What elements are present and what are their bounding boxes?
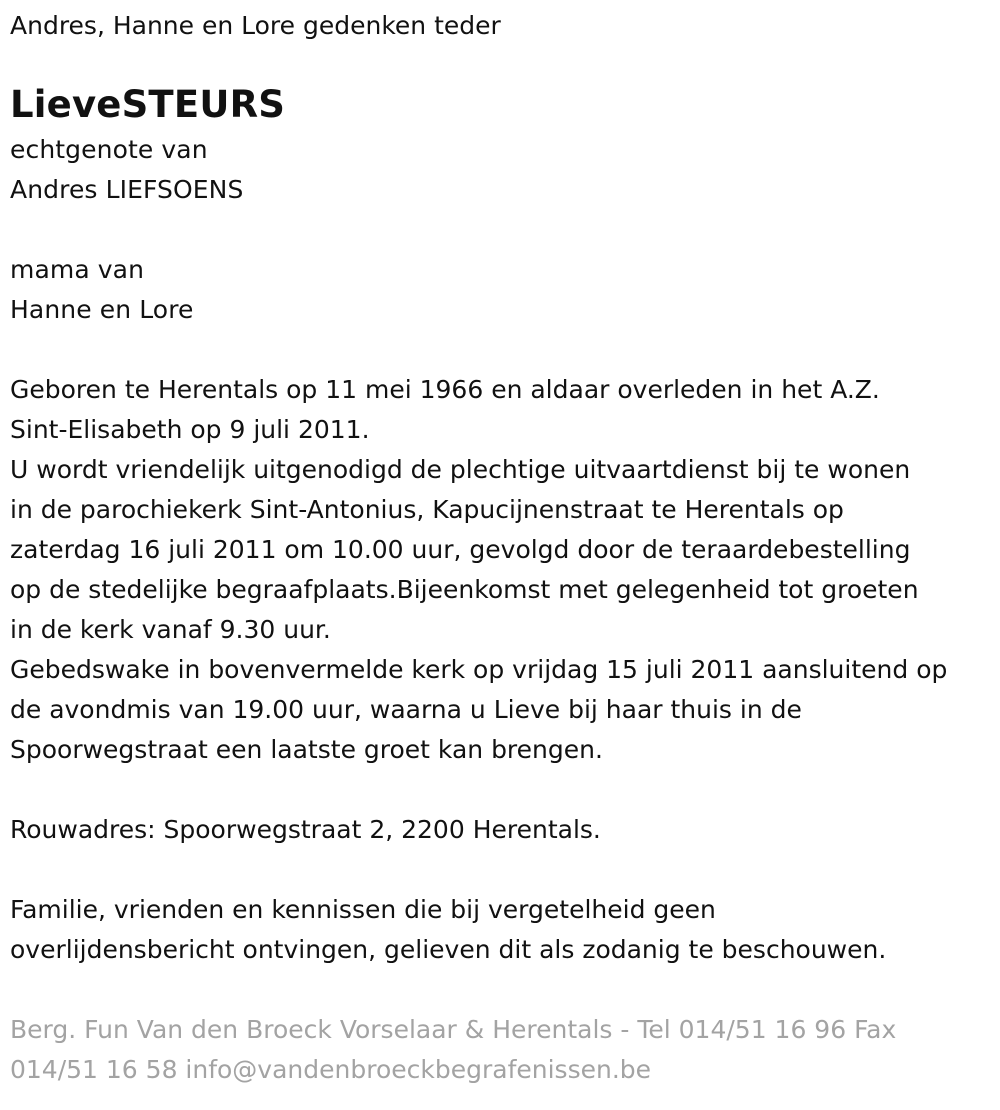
closing-line: overlijdensbericht ontvingen, gelieven dit als zodanig te beschouwen. bbox=[10, 935, 887, 964]
body-line: Gebedswake in bovenvermelde kerk op vrijdag 15 juli 2011 aansluitend op bbox=[10, 655, 948, 684]
spacer bbox=[10, 210, 990, 250]
closing-line: Familie, vrienden en kennissen die bij vergetelheid geen bbox=[10, 895, 716, 924]
funeral-home-footer-line: 014/51 16 58 info@vandenbroeckbegrafenissen.be bbox=[10, 1055, 652, 1084]
mourning-address: Rouwadres: Spoorwegstraat 2, 2200 Herentals. bbox=[10, 815, 601, 844]
body-line: in de parochiekerk Sint-Antonius, Kapucijnenstraat te Herentals op bbox=[10, 495, 844, 524]
intro-line: Andres, Hanne en Lore gedenken teder bbox=[10, 11, 501, 40]
spacer bbox=[10, 970, 990, 1010]
body-line: Spoorwegstraat een laatste groet kan brengen. bbox=[10, 735, 603, 764]
body-line: Sint-Elisabeth op 9 juli 2011. bbox=[10, 415, 370, 444]
body-line: Geboren te Herentals op 11 mei 1966 en aldaar overleden in het A.Z. bbox=[10, 375, 880, 404]
deceased-name: LieveSTEURS bbox=[10, 83, 286, 126]
body-line: op de stedelijke begraafplaats.Bijeenkomst met gelegenheid tot groeten bbox=[10, 575, 919, 604]
children-names: Hanne en Lore bbox=[10, 295, 194, 324]
mother-prefix: mama van bbox=[10, 255, 145, 284]
spouse-prefix: echtgenote van bbox=[10, 135, 208, 164]
spacer bbox=[10, 850, 990, 890]
body-line: U wordt vriendelijk uitgenodigd de plechtige uitvaartdienst bij te wonen bbox=[10, 455, 911, 484]
spacer bbox=[10, 770, 990, 810]
funeral-home-footer-line: Berg. Fun Van den Broeck Vorselaar & Herentals - Tel 014/51 16 96 Fax bbox=[10, 1015, 897, 1044]
body-line: in de kerk vanaf 9.30 uur. bbox=[10, 615, 331, 644]
body-line: de avondmis van 19.00 uur, waarna u Lieve bij haar thuis in de bbox=[10, 695, 802, 724]
spacer bbox=[10, 330, 990, 370]
spouse-name: Andres LIEFSOENS bbox=[10, 175, 244, 204]
body-line: zaterdag 16 juli 2011 om 10.00 uur, gevolgd door de teraardebestelling bbox=[10, 535, 911, 564]
